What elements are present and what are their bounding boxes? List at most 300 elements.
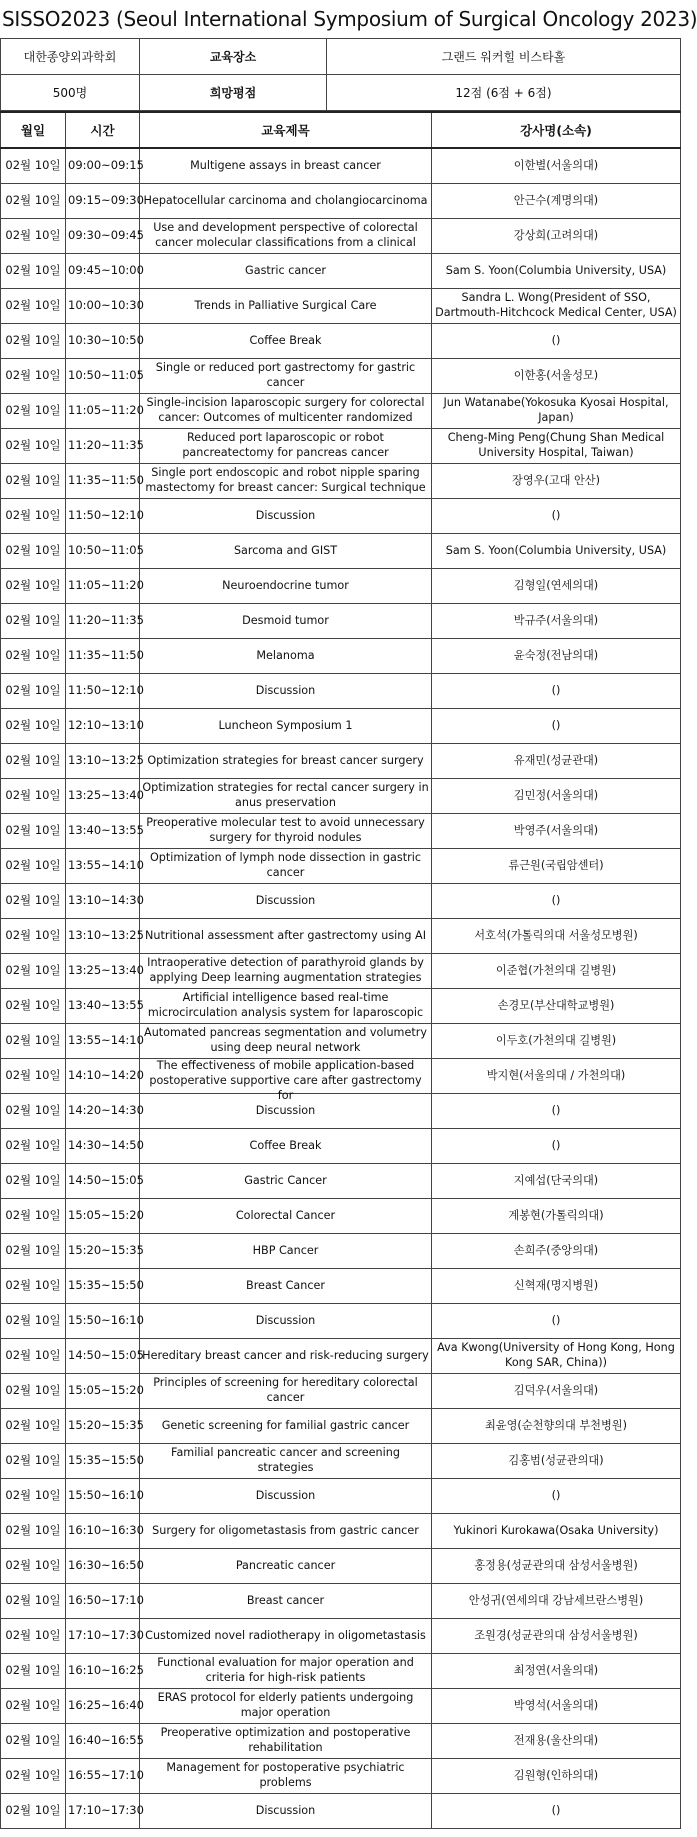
table-row — [1, 254, 681, 289]
session-speaker-text: () — [551, 333, 561, 347]
session-title-text: Breast cancer — [246, 1593, 325, 1607]
session-speaker — [432, 849, 681, 884]
session-title — [140, 219, 432, 254]
session-speaker — [432, 639, 681, 674]
session-time — [66, 1409, 144, 1444]
session-speaker-text: () — [551, 893, 561, 907]
session-speaker — [432, 1549, 681, 1584]
table-row — [1, 499, 681, 534]
session-date — [1, 254, 66, 289]
session-title — [140, 744, 432, 779]
session-date-text: 02월 10일 — [5, 578, 61, 593]
session-date — [1, 1584, 66, 1619]
session-speaker — [432, 254, 681, 289]
session-time — [66, 919, 144, 954]
session-time — [66, 779, 144, 814]
session-time — [66, 1514, 144, 1549]
session-title — [140, 1444, 432, 1479]
session-time — [66, 1199, 144, 1234]
session-title — [140, 1409, 432, 1444]
table-row — [1, 989, 681, 1024]
session-title-text: Preoperative molecular test to avoid unnecessary surgery for thyroid nodules — [146, 816, 425, 844]
session-date-text: 02월 10일 — [5, 158, 61, 173]
session-date-text: 02월 10일 — [5, 1593, 61, 1608]
session-date-text: 02월 10일 — [5, 1558, 61, 1573]
session-date — [1, 814, 66, 849]
session-date-text: 02월 10일 — [5, 1103, 61, 1118]
session-date-text: 02월 10일 — [5, 368, 61, 383]
session-speaker — [432, 219, 681, 254]
session-date — [1, 1724, 66, 1759]
session-title — [140, 639, 432, 674]
session-speaker-text: 김홍범(성균관의대) — [508, 1453, 604, 1467]
session-date — [1, 779, 66, 814]
session-date — [1, 954, 66, 989]
session-time-text: 12:10~13:10 — [68, 718, 144, 733]
session-time-text: 13:55~14:10 — [68, 858, 144, 873]
session-title — [140, 148, 432, 184]
session-date — [1, 1269, 66, 1304]
session-title-text: Principles of screening for hereditary colorectal cancer — [153, 1376, 418, 1404]
session-time — [66, 499, 144, 534]
session-speaker-text: Sam S. Yoon(Columbia University, USA) — [445, 263, 667, 277]
table-row — [1, 954, 681, 989]
session-title-text: Discussion — [255, 1313, 316, 1327]
session-speaker — [432, 1059, 681, 1094]
session-title-text: Discussion — [255, 683, 316, 697]
session-time — [66, 324, 144, 359]
session-date — [1, 534, 66, 569]
session-date-text: 02월 10일 — [5, 683, 61, 698]
session-speaker — [432, 324, 681, 359]
session-date-text: 02월 10일 — [5, 1733, 61, 1748]
session-time — [66, 569, 144, 604]
session-date — [1, 1514, 66, 1549]
session-time — [66, 709, 144, 744]
session-date-text: 02월 10일 — [5, 403, 61, 418]
session-title — [140, 989, 432, 1024]
session-speaker-text: 이두호(가천의대 길병원) — [495, 1033, 617, 1047]
session-time-text: 15:05~15:20 — [68, 1208, 144, 1223]
session-date-text: 02월 10일 — [5, 928, 61, 943]
session-title — [140, 1234, 432, 1269]
session-date-text: 02월 10일 — [5, 858, 61, 873]
session-time-text: 14:20~14:30 — [68, 1103, 144, 1118]
session-speaker — [432, 534, 681, 569]
table-row — [1, 639, 681, 674]
session-speaker-text: Sam S. Yoon(Columbia University, USA) — [445, 543, 667, 557]
session-title-text: Neuroendocrine tumor — [222, 578, 349, 592]
session-title-text: Functional evaluation for major operation and criteria for high-risk patients — [157, 1656, 414, 1684]
session-title-text: Use and development perspective of colorectal cancer molecular classifications from a clinical — [153, 221, 418, 249]
session-date-text: 02월 10일 — [5, 228, 61, 243]
session-speaker-text: 이준협(가천의대 길병원) — [495, 963, 617, 977]
session-date — [1, 604, 66, 639]
session-speaker — [432, 1164, 681, 1199]
session-date — [1, 1164, 66, 1199]
session-time-text: 15:35~15:50 — [68, 1278, 144, 1293]
session-date-text: 02월 10일 — [5, 1243, 61, 1258]
session-speaker-text: 김원형(인하의대) — [513, 1768, 599, 1782]
session-date — [1, 499, 66, 534]
table-row — [1, 184, 681, 219]
session-title-text: Coffee Break — [249, 333, 322, 347]
session-date-text: 02월 10일 — [5, 788, 61, 803]
session-date-text: 02월 10일 — [5, 1768, 61, 1783]
session-title-text: HBP Cancer — [252, 1243, 319, 1257]
session-title-text: ERAS protocol for elderly patients undergoing major operation — [157, 1691, 414, 1719]
session-speaker — [432, 1094, 681, 1129]
session-time-text: 16:10~16:30 — [68, 1523, 144, 1538]
session-speaker — [432, 1514, 681, 1549]
session-date — [1, 1759, 66, 1794]
session-speaker — [432, 184, 681, 219]
session-speaker-text: () — [551, 1103, 561, 1117]
session-date — [1, 744, 66, 779]
session-speaker — [432, 709, 681, 744]
info-row-points — [1, 75, 681, 111]
session-speaker-text: 서호석(가톨릭의대 서울성모병원) — [474, 928, 638, 942]
session-date-text: 02월 10일 — [5, 1138, 61, 1153]
session-title — [140, 1794, 432, 1829]
session-time-text: 15:05~15:20 — [68, 1383, 144, 1398]
session-title-text: Trends in Palliative Surgical Care — [194, 298, 377, 312]
session-time-text: 10:30~10:50 — [68, 333, 144, 348]
session-title-text: Luncheon Symposium 1 — [218, 718, 353, 732]
session-time — [66, 1444, 144, 1479]
session-title-text: Customized novel radiotherapy in oligometastasis — [145, 1628, 426, 1642]
session-title — [140, 499, 432, 534]
session-speaker — [432, 1444, 681, 1479]
session-date-text: 02월 10일 — [5, 298, 61, 313]
session-date — [1, 1024, 66, 1059]
info-row-venue — [1, 39, 681, 75]
session-time — [66, 1374, 144, 1409]
session-date — [1, 1129, 66, 1164]
session-title-text: Optimization of lymph node dissection in gastric cancer — [150, 851, 421, 879]
session-time-text: 13:40~13:55 — [68, 998, 144, 1013]
table-row — [1, 1479, 681, 1514]
session-speaker — [432, 1759, 681, 1794]
session-title — [140, 709, 432, 744]
session-time-text: 13:10~13:25 — [68, 928, 144, 943]
session-date — [1, 1619, 66, 1654]
session-speaker — [432, 814, 681, 849]
session-title — [140, 254, 432, 289]
session-time-text: 16:10~16:25 — [68, 1663, 144, 1678]
session-speaker-text: 유재민(성균관대) — [513, 753, 599, 767]
session-time-text: 09:30~09:45 — [68, 228, 144, 243]
session-speaker — [432, 1234, 681, 1269]
session-title-text: Artificial intelligence based real-time microcirculation analysis system for laparoscopic — [147, 991, 424, 1019]
session-time — [66, 1689, 144, 1724]
session-title-text: Hepatocellular carcinoma and cholangiocarcinoma — [143, 193, 428, 207]
session-time — [66, 1304, 144, 1339]
session-time — [66, 954, 144, 989]
session-speaker-text: () — [551, 508, 561, 522]
session-title-text: Discussion — [255, 508, 316, 522]
session-speaker — [432, 744, 681, 779]
session-time-text: 15:20~15:35 — [68, 1243, 144, 1258]
session-title-text: Single port endoscopic and robot nipple sparing mastectomy for breast cancer: Surgical technique — [145, 466, 426, 494]
table-row — [1, 359, 681, 394]
session-date-text: 02월 10일 — [5, 1698, 61, 1713]
schedule-header-row — [1, 112, 681, 148]
session-speaker-text: () — [551, 718, 561, 732]
session-time — [66, 1164, 144, 1199]
session-date — [1, 919, 66, 954]
session-speaker-text: 김덕우(서울의대) — [513, 1383, 599, 1397]
session-speaker — [432, 359, 681, 394]
table-row — [1, 289, 681, 324]
session-speaker-text: Jun Watanabe(Yokosuka Kyosai Hospital, Japan) — [443, 396, 669, 424]
session-date — [1, 324, 66, 359]
session-speaker — [432, 919, 681, 954]
session-speaker — [432, 779, 681, 814]
session-title — [140, 1619, 432, 1654]
session-title — [140, 884, 432, 919]
session-time-text: 11:20~11:35 — [68, 438, 144, 453]
session-time — [66, 744, 144, 779]
session-time — [66, 254, 144, 289]
session-speaker-text: () — [551, 1313, 561, 1327]
table-row — [1, 1689, 681, 1724]
table-row — [1, 1024, 681, 1059]
session-time-text: 11:05~11:20 — [68, 403, 144, 418]
session-time — [66, 1339, 144, 1374]
session-time-text: 09:00~09:15 — [68, 158, 144, 173]
session-time-text: 10:00~10:30 — [68, 298, 144, 313]
session-title-text: Colorectal Cancer — [235, 1208, 336, 1222]
session-date-text: 02월 10일 — [5, 473, 61, 488]
session-speaker — [432, 1374, 681, 1409]
header-month-day: 월일 — [1, 112, 66, 148]
session-time — [66, 1129, 144, 1164]
session-time-text: 11:50~12:10 — [68, 683, 144, 698]
session-speaker — [432, 1619, 681, 1654]
session-date-text: 02월 10일 — [5, 508, 61, 523]
table-row — [1, 1514, 681, 1549]
session-date-text: 02월 10일 — [5, 193, 61, 208]
session-speaker — [432, 1304, 681, 1339]
session-title — [140, 1724, 432, 1759]
session-date-text: 02월 10일 — [5, 1418, 61, 1433]
session-date-text: 02월 10일 — [5, 1453, 61, 1468]
session-date — [1, 1549, 66, 1584]
session-date — [1, 1199, 66, 1234]
session-title — [140, 359, 432, 394]
session-time-text: 13:40~13:55 — [68, 823, 144, 838]
table-row — [1, 1584, 681, 1619]
session-speaker — [432, 884, 681, 919]
session-speaker-text: 안근수(계명의대) — [513, 193, 599, 207]
session-time — [66, 184, 144, 219]
session-date — [1, 1654, 66, 1689]
session-title — [140, 814, 432, 849]
session-date — [1, 989, 66, 1024]
session-time — [66, 1024, 144, 1059]
session-title-text: Intraoperative detection of parathyroid glands by applying Deep learning augmentation strategies — [147, 956, 424, 984]
session-time — [66, 884, 144, 919]
session-speaker-text: 김민정(서울의대) — [513, 788, 599, 802]
session-title — [140, 919, 432, 954]
session-date — [1, 464, 66, 499]
schedule-body — [1, 148, 681, 1829]
session-title — [140, 604, 432, 639]
session-title — [140, 1129, 432, 1164]
session-time-text: 16:25~16:40 — [68, 1698, 144, 1713]
session-title — [140, 289, 432, 324]
session-time-text: 13:25~13:40 — [68, 788, 144, 803]
session-time — [66, 394, 144, 429]
table-row — [1, 1304, 681, 1339]
table-row — [1, 1374, 681, 1409]
session-title-text: Optimization strategies for rectal cancer surgery in anus preservation — [142, 781, 429, 809]
session-title — [140, 534, 432, 569]
table-row — [1, 884, 681, 919]
session-speaker-text: () — [551, 1803, 561, 1817]
session-date — [1, 849, 66, 884]
table-row — [1, 1339, 681, 1374]
session-time-text: 15:20~15:35 — [68, 1418, 144, 1433]
session-date — [1, 359, 66, 394]
session-title-text: Preoperative optimization and postoperative rehabilitation — [160, 1726, 411, 1754]
session-speaker-text: Ava Kwong(University of Hong Kong, Hong Kong SAR, China)) — [437, 1341, 675, 1369]
session-time — [66, 359, 144, 394]
session-speaker-text: 손경모(부산대학교병원) — [497, 998, 615, 1012]
session-time — [66, 849, 144, 884]
session-title-text: Multigene assays in breast cancer — [190, 158, 381, 172]
session-speaker — [432, 604, 681, 639]
table-row — [1, 219, 681, 254]
session-title — [140, 779, 432, 814]
session-title-text: The effectiveness of mobile application-based postoperative supportive care after gastrectomy for — [149, 1059, 422, 1102]
session-time — [66, 639, 144, 674]
info-table — [0, 38, 681, 111]
session-title-text: Pancreatic cancer — [235, 1558, 336, 1572]
session-time-text: 11:35~11:50 — [68, 473, 144, 488]
session-speaker — [432, 289, 681, 324]
session-speaker-text: 류근원(국립암센터) — [508, 858, 604, 872]
session-time — [66, 989, 144, 1024]
session-speaker — [432, 1129, 681, 1164]
table-row — [1, 569, 681, 604]
session-time-text: 11:35~11:50 — [68, 648, 144, 663]
session-speaker-text: 전재용(울산의대) — [513, 1733, 599, 1747]
venue-value: 그랜드 워커힐 비스타홀 — [327, 39, 681, 75]
session-date — [1, 1409, 66, 1444]
session-time-text: 16:40~16:55 — [68, 1733, 144, 1748]
session-time — [66, 429, 144, 464]
session-date-text: 02월 10일 — [5, 1383, 61, 1398]
session-date — [1, 148, 66, 184]
session-date — [1, 429, 66, 464]
table-row — [1, 324, 681, 359]
session-time — [66, 464, 144, 499]
session-time — [66, 1094, 144, 1129]
table-row — [1, 1199, 681, 1234]
venue-label: 교육장소 — [140, 39, 327, 75]
session-date-text: 02월 10일 — [5, 1523, 61, 1538]
session-date — [1, 1304, 66, 1339]
session-date — [1, 1374, 66, 1409]
capacity-value: 500명 — [1, 75, 140, 111]
session-time-text: 17:10~17:30 — [68, 1803, 144, 1818]
session-speaker — [432, 1584, 681, 1619]
session-date-text: 02월 10일 — [5, 893, 61, 908]
session-speaker — [432, 429, 681, 464]
session-speaker-text: Yukinori Kurokawa(Osaka University) — [453, 1523, 659, 1537]
session-time-text: 14:10~14:20 — [68, 1068, 144, 1083]
session-time — [66, 1584, 144, 1619]
table-row — [1, 709, 681, 744]
session-date-text: 02월 10일 — [5, 1033, 61, 1048]
session-title-text: Single-incision laparoscopic surgery for colorectal cancer: Outcomes of multicenter randomized — [146, 396, 425, 424]
session-date-text: 02월 10일 — [5, 1488, 61, 1503]
session-speaker-text: 최윤영(순천향의대 부천병원) — [485, 1418, 627, 1432]
session-date — [1, 674, 66, 709]
table-row — [1, 919, 681, 954]
session-speaker-text: 강상희(고려의대) — [513, 228, 599, 242]
session-speaker — [432, 674, 681, 709]
session-speaker — [432, 499, 681, 534]
session-title — [140, 324, 432, 359]
session-time-text: 13:55~14:10 — [68, 1033, 144, 1048]
session-speaker-text: 박영석(서울의대) — [513, 1698, 599, 1712]
session-time — [66, 1269, 144, 1304]
table-row — [1, 1549, 681, 1584]
session-speaker-text: 계봉현(가톨릭의대) — [508, 1208, 604, 1222]
session-title — [140, 1269, 432, 1304]
table-row — [1, 148, 681, 184]
session-title — [140, 569, 432, 604]
table-row — [1, 1164, 681, 1199]
session-time — [66, 814, 144, 849]
session-date-text: 02월 10일 — [5, 333, 61, 348]
session-date-text: 02월 10일 — [5, 963, 61, 978]
session-time-text: 17:10~17:30 — [68, 1628, 144, 1643]
session-time-text: 11:50~12:10 — [68, 508, 144, 523]
session-date — [1, 219, 66, 254]
session-date-text: 02월 10일 — [5, 718, 61, 733]
session-date — [1, 884, 66, 919]
session-time-text: 16:50~17:10 — [68, 1593, 144, 1608]
session-speaker — [432, 148, 681, 184]
table-row — [1, 1619, 681, 1654]
session-title — [140, 1479, 432, 1514]
session-time — [66, 534, 144, 569]
session-title — [140, 1304, 432, 1339]
session-title — [140, 1164, 432, 1199]
table-row — [1, 1129, 681, 1164]
session-date — [1, 394, 66, 429]
session-title-text: Desmoid tumor — [242, 613, 329, 627]
session-title — [140, 849, 432, 884]
session-title — [140, 1549, 432, 1584]
session-title — [140, 1689, 432, 1724]
table-row — [1, 464, 681, 499]
session-speaker-text: 홍정용(성균관의대 삼성서울병원) — [474, 1558, 638, 1572]
table-row — [1, 1059, 681, 1094]
session-date-text: 02월 10일 — [5, 1663, 61, 1678]
session-speaker-text: 박영주(서울의대) — [513, 823, 599, 837]
table-row — [1, 429, 681, 464]
session-date — [1, 1339, 66, 1374]
session-time — [66, 1234, 144, 1269]
page-title: SISSO2023 (Seoul International Symposium of Surgical Oncology 2023) — [2, 7, 697, 31]
session-speaker-text: 이한별(서울의대) — [513, 158, 599, 172]
session-speaker-text: 손희주(중앙의대) — [513, 1243, 599, 1257]
